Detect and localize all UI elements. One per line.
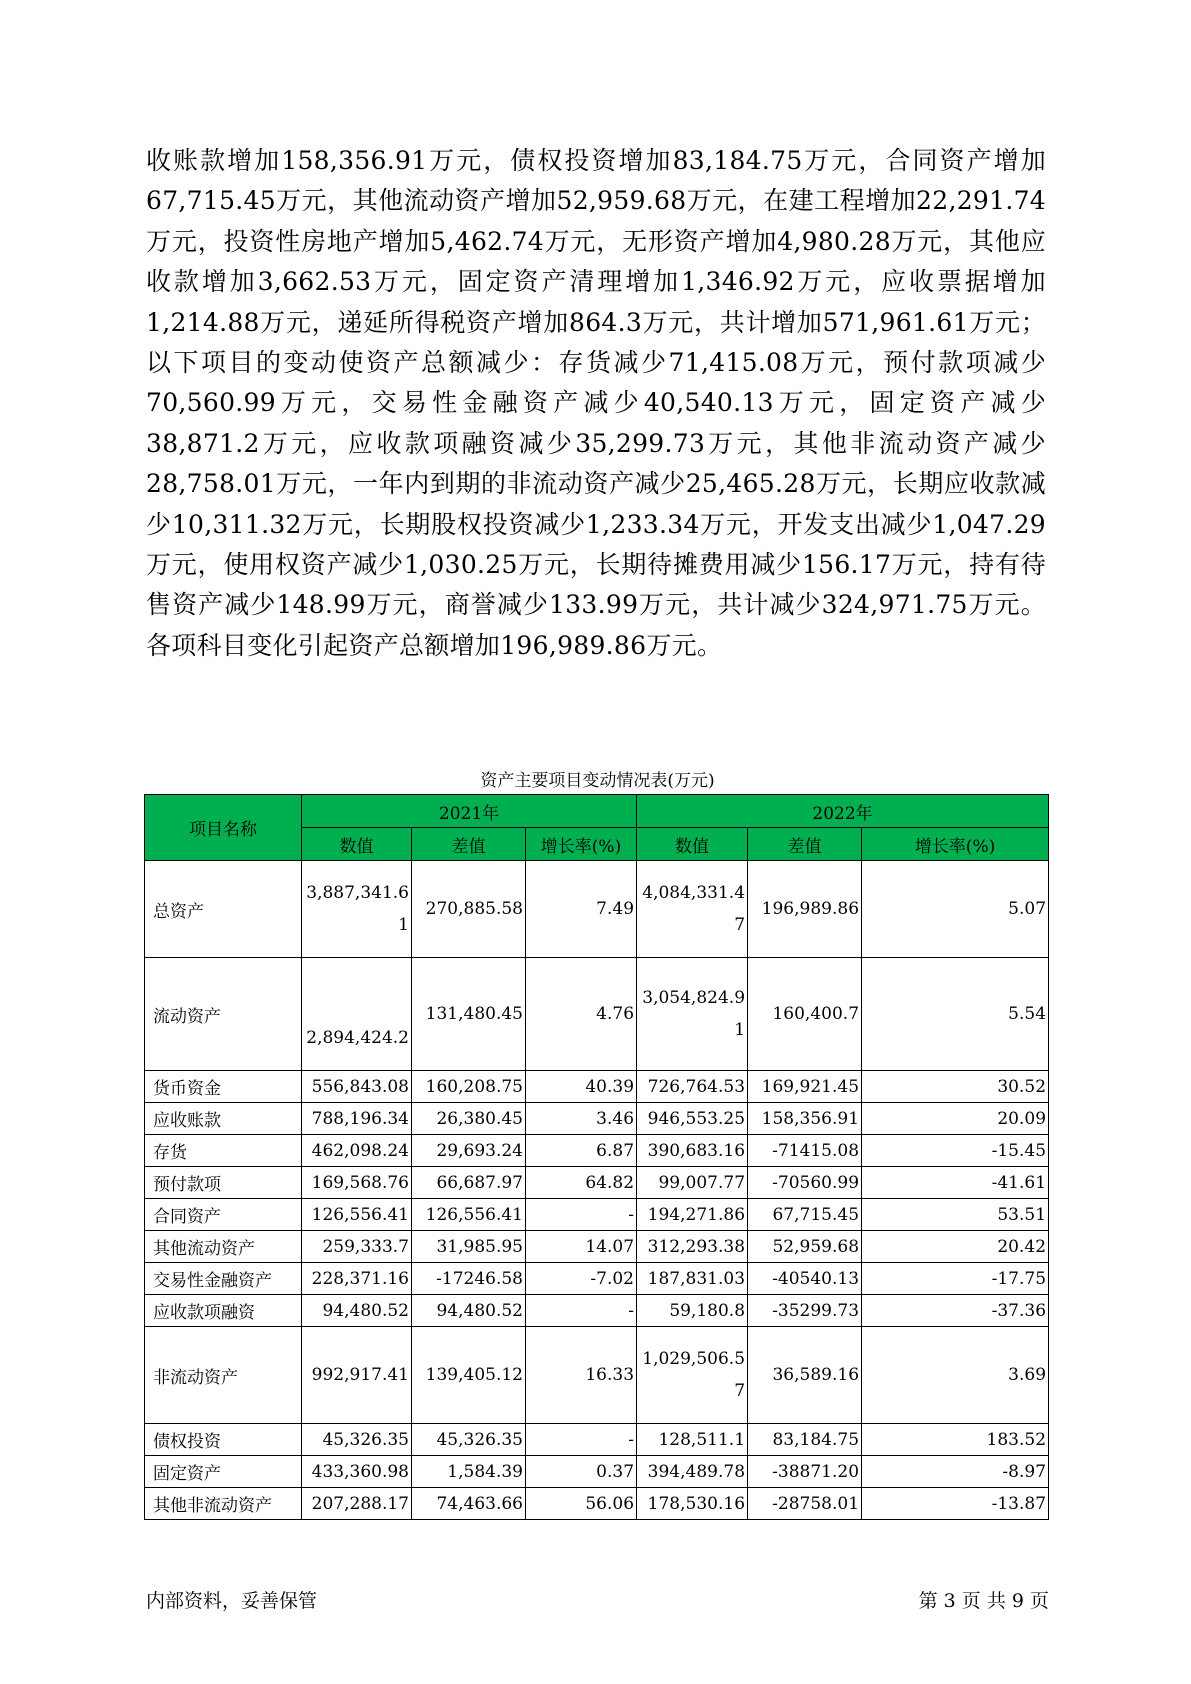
row-label: 应收账款	[145, 1103, 302, 1135]
cell-diff-2021: 131,480.45	[412, 958, 526, 1071]
cell-rate-2021: -	[526, 1199, 637, 1231]
cell-value-2021: 126,556.41	[302, 1199, 412, 1231]
cell-diff-2022: -28758.01	[748, 1488, 862, 1520]
cell-value-2021: 2,894,424.2	[302, 958, 412, 1071]
row-label: 流动资产	[145, 958, 302, 1071]
cell-diff-2022: 52,959.68	[748, 1231, 862, 1263]
cell-value-2021: 433,360.98	[302, 1456, 412, 1488]
cell-rate-2021: 7.49	[526, 861, 637, 958]
header-year-2021: 2021年	[302, 795, 637, 828]
cell-diff-2021: 74,463.66	[412, 1488, 526, 1520]
row-label: 合同资产	[145, 1199, 302, 1231]
table-row	[145, 1327, 1049, 1424]
row-label: 非流动资产	[145, 1327, 302, 1424]
cell-diff-2021: -17246.58	[412, 1263, 526, 1295]
cell-rate-2022: -37.36	[862, 1295, 1049, 1327]
row-label: 存货	[145, 1135, 302, 1167]
row-label: 债权投资	[145, 1424, 302, 1456]
cell-value-2022: 194,271.86	[637, 1199, 748, 1231]
cell-value-2021: 259,333.7	[302, 1231, 412, 1263]
cell-rate-2021: -	[526, 1295, 637, 1327]
cell-value-2021: 207,288.17	[302, 1488, 412, 1520]
cell-value-2021: 462,098.24	[302, 1135, 412, 1167]
cell-diff-2022: 83,184.75	[748, 1424, 862, 1456]
cell-rate-2022: 20.42	[862, 1231, 1049, 1263]
cell-value-2021: 788,196.34	[302, 1103, 412, 1135]
cell-rate-2022: 3.69	[862, 1327, 1049, 1424]
cell-rate-2021: 0.37	[526, 1456, 637, 1488]
row-label: 应收款项融资	[145, 1295, 302, 1327]
cell-diff-2022: 169,921.45	[748, 1071, 862, 1103]
cell-rate-2021: 56.06	[526, 1488, 637, 1520]
footer-confidential-note: 内部资料，妥善保管	[146, 1590, 318, 1612]
cell-value-2022: 312,293.38	[637, 1231, 748, 1263]
table-row	[145, 1167, 1049, 1199]
table-row	[145, 1263, 1049, 1295]
row-label: 其他非流动资产	[145, 1488, 302, 1520]
cell-value-2021: 169,568.76	[302, 1167, 412, 1199]
table-row	[145, 1103, 1049, 1135]
cell-rate-2022: 183.52	[862, 1424, 1049, 1456]
row-label: 预付款项	[145, 1167, 302, 1199]
cell-rate-2021: -	[526, 1424, 637, 1456]
cell-value-2022: 3,054,824.91	[637, 958, 748, 1071]
header-value-2021: 数值	[302, 828, 412, 861]
cell-rate-2022: -17.75	[862, 1263, 1049, 1295]
cell-diff-2021: 160,208.75	[412, 1071, 526, 1103]
cell-diff-2021: 270,885.58	[412, 861, 526, 958]
cell-rate-2021: 16.33	[526, 1327, 637, 1424]
cell-value-2022: 726,764.53	[637, 1071, 748, 1103]
header-item-name: 项目名称	[145, 795, 302, 861]
cell-rate-2022: -8.97	[862, 1456, 1049, 1488]
cell-value-2022: 99,007.77	[637, 1167, 748, 1199]
cell-diff-2022: 36,589.16	[748, 1327, 862, 1424]
cell-rate-2021: 3.46	[526, 1103, 637, 1135]
cell-rate-2021: 64.82	[526, 1167, 637, 1199]
cell-value-2021: 992,917.41	[302, 1327, 412, 1424]
table-caption: 资产主要项目变动情况表(万元)	[480, 771, 715, 791]
table-body	[145, 861, 1049, 1520]
cell-diff-2022: 196,989.86	[748, 861, 862, 958]
cell-rate-2022: 5.07	[862, 861, 1049, 958]
cell-diff-2021: 66,687.97	[412, 1167, 526, 1199]
cell-diff-2022: -35299.73	[748, 1295, 862, 1327]
cell-rate-2021: 4.76	[526, 958, 637, 1071]
cell-rate-2021: 6.87	[526, 1135, 637, 1167]
cell-rate-2022: -13.87	[862, 1488, 1049, 1520]
table-row	[145, 861, 1049, 958]
cell-diff-2022: -70560.99	[748, 1167, 862, 1199]
cell-diff-2021: 45,326.35	[412, 1424, 526, 1456]
header-diff-2021: 差值	[412, 828, 526, 861]
row-label: 交易性金融资产	[145, 1263, 302, 1295]
cell-diff-2022: 160,400.7	[748, 958, 862, 1071]
table-row	[145, 1456, 1049, 1488]
cell-value-2021: 228,371.16	[302, 1263, 412, 1295]
table-row	[145, 1071, 1049, 1103]
cell-diff-2022: 158,356.91	[748, 1103, 862, 1135]
cell-diff-2021: 31,985.95	[412, 1231, 526, 1263]
table-row	[145, 1231, 1049, 1263]
header-rate-2022: 增长率(%)	[862, 828, 1049, 861]
body-paragraph: 收账款增加158,356.91万元，债权投资增加83,184.75万元，合同资产增加67,715.45万元，其他流动资产增加52,959.68万元，在建工程增加22,291.74万元，投资性房地产增加5,462.74万元，无形资产增加4,980.28万元，其他应收款增加3,662.53万元，固定资产清理增加1,346.92万元，应收票据增加1,214.88万元，递延所得税资产增加864.3万元，共计增加571,961.61万元；以下项目的变动使资产总额减少：存货减少71,415.08万元，预付款项减少70,560.99万元，交易性金融资产减少40,540.13万元，固定资产减少38,871.2万元，应收款项融资减少35,299.73万元，其他非流动资产减少28,758.01万元，一年内到期的非流动资产减少25,465.28万元，长期应收款减少10,311.32万元，长期股权投资减少1,233.34万元，开发支出减少1,047.29万元，使用权资产减少1,030.25万元，长期待摊费用减少156.17万元，持有待售资产减少148.99万元，商誉减少133.99万元，共计减少324,971.75万元。各项科目变化引起资产总额增加196,989.86万元。	[146, 146, 1046, 660]
row-label: 总资产	[145, 861, 302, 958]
cell-rate-2021: 14.07	[526, 1231, 637, 1263]
cell-value-2021: 94,480.52	[302, 1295, 412, 1327]
cell-rate-2022: 5.54	[862, 958, 1049, 1071]
cell-rate-2022: 30.52	[862, 1071, 1049, 1103]
table-row	[145, 1135, 1049, 1167]
table-row	[145, 1488, 1049, 1520]
row-label: 固定资产	[145, 1456, 302, 1488]
cell-rate-2022: -41.61	[862, 1167, 1049, 1199]
cell-diff-2022: -38871.20	[748, 1456, 862, 1488]
header-rate-2021: 增长率(%)	[526, 828, 637, 861]
asset-change-table	[144, 794, 1049, 1520]
cell-value-2022: 1,029,506.57	[637, 1327, 748, 1424]
header-year-2022: 2022年	[637, 795, 1049, 828]
footer-page-number: 第 3 页 共 9 页	[918, 1590, 1049, 1612]
row-label: 其他流动资产	[145, 1231, 302, 1263]
cell-diff-2021: 139,405.12	[412, 1327, 526, 1424]
cell-diff-2022: -40540.13	[748, 1263, 862, 1295]
cell-value-2022: 390,683.16	[637, 1135, 748, 1167]
table-row	[145, 1295, 1049, 1327]
cell-value-2022: 187,831.03	[637, 1263, 748, 1295]
cell-rate-2021: 40.39	[526, 1071, 637, 1103]
cell-diff-2021: 26,380.45	[412, 1103, 526, 1135]
cell-diff-2021: 126,556.41	[412, 1199, 526, 1231]
cell-value-2022: 946,553.25	[637, 1103, 748, 1135]
cell-value-2022: 178,530.16	[637, 1488, 748, 1520]
cell-value-2022: 4,084,331.47	[637, 861, 748, 958]
cell-value-2021: 3,887,341.61	[302, 861, 412, 958]
cell-rate-2021: -7.02	[526, 1263, 637, 1295]
cell-value-2021: 556,843.08	[302, 1071, 412, 1103]
table-row	[145, 958, 1049, 1071]
header-diff-2022: 差值	[748, 828, 862, 861]
cell-value-2022: 128,511.1	[637, 1424, 748, 1456]
cell-diff-2021: 29,693.24	[412, 1135, 526, 1167]
table-row	[145, 1424, 1049, 1456]
cell-diff-2022: 67,715.45	[748, 1199, 862, 1231]
cell-value-2022: 59,180.8	[637, 1295, 748, 1327]
cell-value-2022: 394,489.78	[637, 1456, 748, 1488]
table-row	[145, 1199, 1049, 1231]
row-label: 货币资金	[145, 1071, 302, 1103]
cell-diff-2021: 94,480.52	[412, 1295, 526, 1327]
cell-rate-2022: -15.45	[862, 1135, 1049, 1167]
cell-value-2021: 45,326.35	[302, 1424, 412, 1456]
cell-rate-2022: 53.51	[862, 1199, 1049, 1231]
cell-rate-2022: 20.09	[862, 1103, 1049, 1135]
cell-diff-2021: 1,584.39	[412, 1456, 526, 1488]
header-value-2022: 数值	[637, 828, 748, 861]
cell-diff-2022: -71415.08	[748, 1135, 862, 1167]
